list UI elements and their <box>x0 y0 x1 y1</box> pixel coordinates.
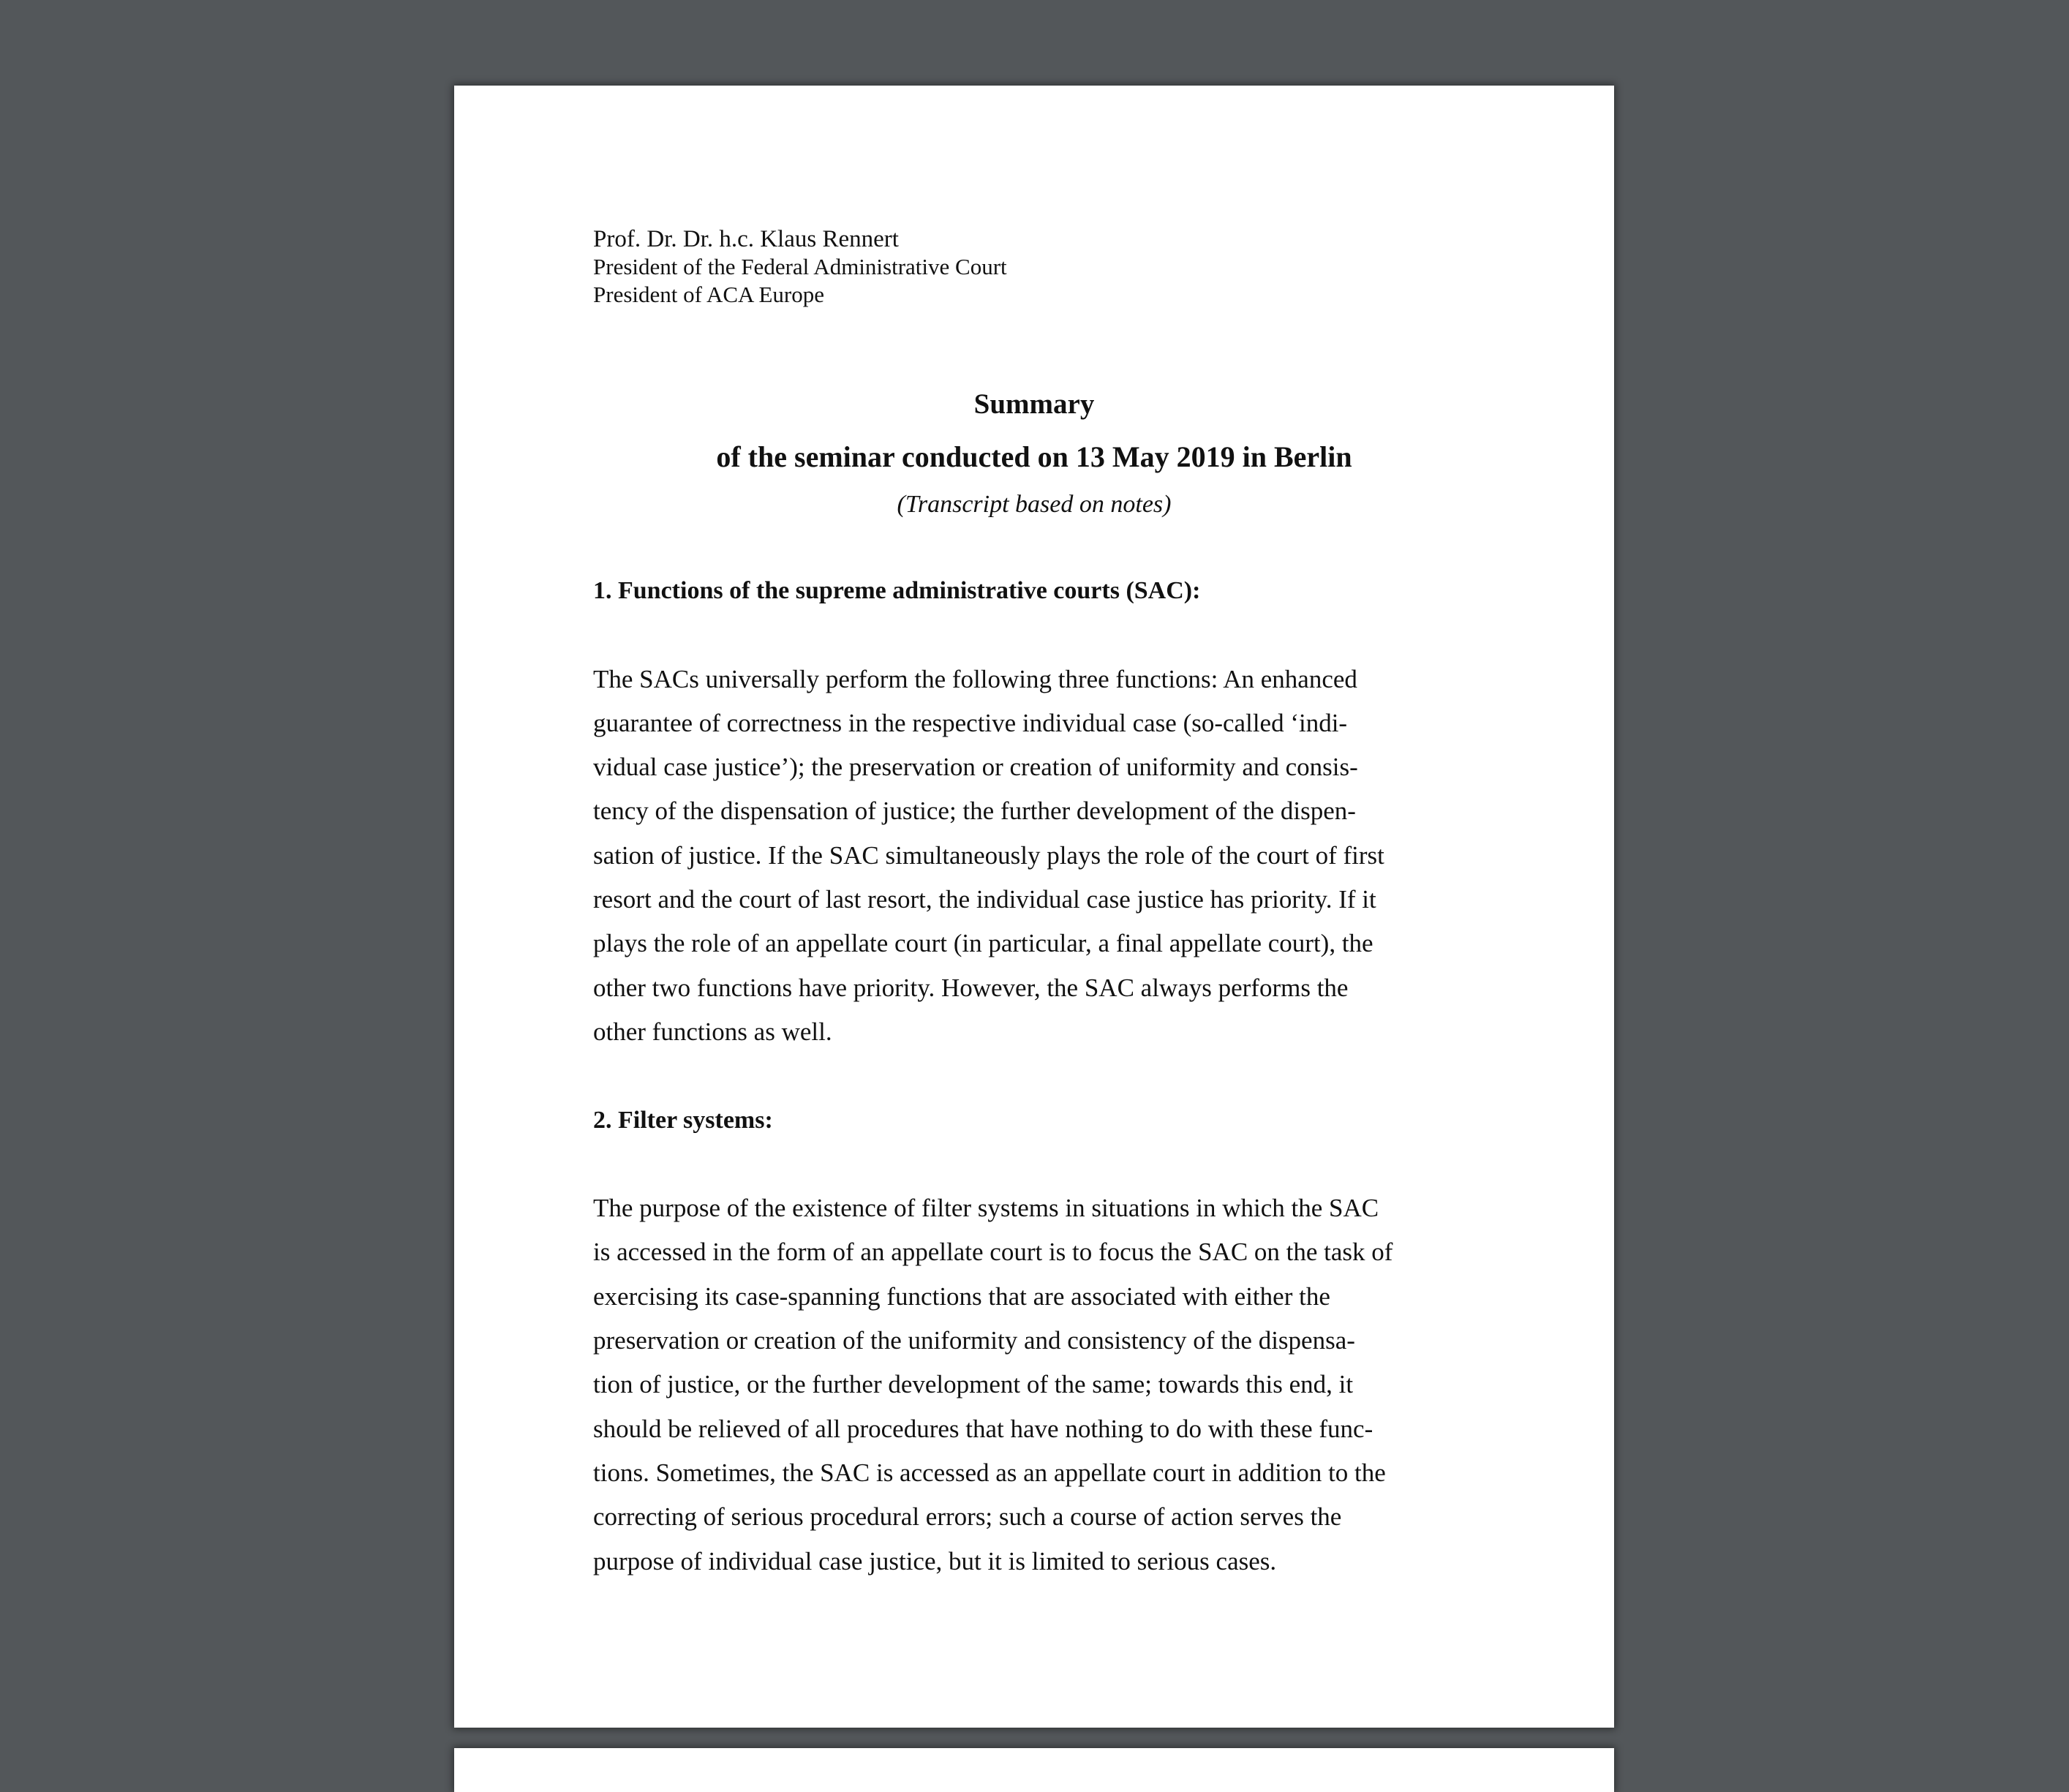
text-line: tions. Sometimes, the SAC is accessed as an appellate court in addition to the <box>593 1458 1386 1487</box>
text-line: The purpose of the existence of filter systems in situations in which the SAC <box>593 1194 1379 1223</box>
text-line: plays the role of an appellate court (in particular, a final appellate court), the <box>593 929 1373 958</box>
section-heading: 2. Filter systems: <box>593 1106 773 1134</box>
paragraph <box>593 658 1392 1055</box>
section-1 <box>593 569 1392 1054</box>
document-subtitle: of the seminar conducted on 13 May 2019 in Berlin <box>716 440 1352 473</box>
text-line: exercising its case-spanning functions that are associated with either the <box>593 1281 1330 1311</box>
text-line: guarantee of correctness in the respective individual case (so-called ‘indi- <box>593 708 1348 737</box>
document-title: Summary <box>973 388 1095 420</box>
text-line: tion of justice, or the further development of the same; towards this end, it <box>593 1370 1354 1399</box>
text-line: sation of justice. If the SAC simultaneously plays the role of the court of first <box>593 840 1384 870</box>
paragraph-spacer <box>593 613 1392 657</box>
text-line: correcting of serious procedural errors; such a course of action serves the <box>593 1502 1342 1532</box>
document-page-1 <box>454 86 1614 1728</box>
paragraph <box>593 1186 1392 1584</box>
author-block <box>593 225 1007 309</box>
text-line: is accessed in the form of an appellate court is to focus the SAC on the task of <box>593 1238 1393 1267</box>
section-spacer <box>593 1054 1392 1098</box>
text-line: resort and the court of last resort, the individual case justice has priority. If it <box>593 885 1376 914</box>
paragraph-spacer <box>593 1142 1392 1186</box>
document-note: (Transcript based on notes) <box>897 491 1172 518</box>
text-line: other functions as well. <box>593 1017 832 1046</box>
text-line: preservation or creation of the uniformity and consistency of the dispensa- <box>593 1326 1355 1355</box>
text-line: purpose of individual case justice, but it is limited to serious cases. <box>593 1546 1277 1575</box>
author-name: Prof. Dr. Dr. h.c. Klaus Rennert <box>593 226 899 252</box>
document-body <box>593 569 1392 1584</box>
text-line: other two functions have priority. However, the SAC always performs the <box>593 973 1349 1002</box>
author-role: President of ACA Europe <box>593 282 824 307</box>
document-page-2 <box>454 1748 1614 1792</box>
text-line: tency of the dispensation of justice; the further development of the dispen- <box>593 797 1356 826</box>
author-role: President of the Federal Administrative Court <box>593 254 1007 279</box>
text-line: should be relieved of all procedures that have nothing to do with these func- <box>593 1414 1373 1443</box>
text-line: The SACs universally perform the following three functions: An enhanced <box>593 664 1357 693</box>
section-2 <box>593 1099 1392 1584</box>
text-line: vidual case justice’); the preservation or creation of uniformity and consis- <box>593 753 1358 782</box>
section-heading: 1. Functions of the supreme administrative courts (SAC): <box>593 577 1201 604</box>
